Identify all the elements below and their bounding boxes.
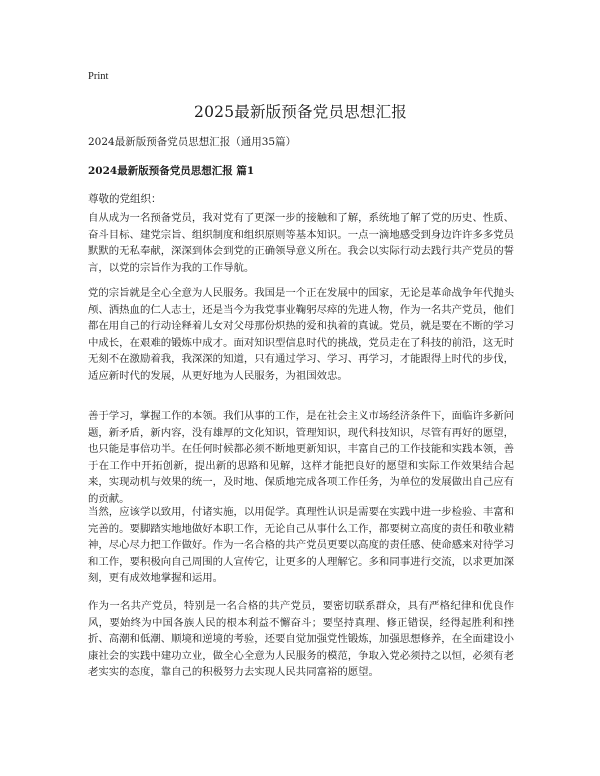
document-title: 2025最新版预备党员思想汇报 xyxy=(194,103,407,121)
body-paragraph: 党的宗旨就是全心全意为人民服务。我国是一个正在发展中的国家，无论是革命战争年代抛头颅、洒热血的仁人志士，还是当今为我党事业鞠躬尽瘁的先进人物，作为一名共产党员，他们都在用自己的行动诠释着儿女对父母那份炽热的爱和执着的真诚。党员，就是要在不断的学习中成长，在艰难的锻炼中成才。面对知识型信息时代的挑战，党员走在了科技的前沿，这无时无刻不在激励着我，我深深的知道，只有通过学习、学习、再学习，才能跟得上时代的步伐，适应新时代的发展，从更好地为人民服务，为祖国效忠。 xyxy=(88,287,515,382)
print-link[interactable]: Print xyxy=(88,71,109,82)
body-paragraph: 作为一名共产党员，特别是一名合格的共产党员，要密切联系群众，具有严格纪律和优良作风，要始终为中国各族人民的根本利益不懈奋斗；要坚持真理、修正错误，经得起胜利和挫折、高潮和低潮、顺境和逆境的考验，还要自觉加强党性锻炼，加强思想修养，在全面建设小康社会的实践中建功立业，做全心全意为人民服务的模范，争取入党必须持之以恒，必须有老老实实的态度，靠自己的积极努力去实现人民共同富裕的愿望。 xyxy=(88,600,515,679)
greeting-line: 尊敬的党组织： xyxy=(88,193,162,205)
section-heading: 2024最新版预备党员思想汇报 篇1 xyxy=(88,165,255,177)
body-paragraph: 当然，应该学以致用，付诸实施，以用促学。真理性认识是需要在实践中进一步检验、丰富和完善的。要脚踏实地地做好本职工作，无论自己从事什么工作，都要树立高度的责任和敬业精神，尽心尽力把工作做好。作为一名合格的共产党员更要以高度的责任感、使命感来对待学习和工作，要积极向自己周围的人宣传它，让更多的人理解它。多和同事进行交流，以求更加深刻，更有成效地掌握和运用。 xyxy=(88,506,515,585)
body-paragraph: 善于学习，掌握工作的本领。我们从事的工作，是在社会主义市场经济条件下，面临许多新问题，新矛盾，新内容，没有雄厚的文化知识，管理知识，现代科技知识，尽管有再好的愿望，也只能是事倍功半。在任何时候都必须不断地更新知识，丰富自己的工作技能和实践本领，善于在工作中开拓创新，提出新的思路和见解，这样才能把良好的愿望和实际工作效果结合起来，实现动机与效果的统一，及时地、保质地完成各项工作任务，为单位的发展做出自己应有的贡献。 xyxy=(88,410,515,505)
document-subtitle: 2024最新版预备党员思想汇报（通用35篇） xyxy=(88,136,297,148)
body-paragraph: 自从成为一名预备党员，我对党有了更深一步的接触和了解，系统地了解了党的历史、性质、奋斗目标、建党宗旨、组织制度和组织原则等基本知识。一点一滴地感受到身边许许多多党员默默的无私奉献，深深到体会到党的正确领导意义所在。我会以实际行动去践行共产党员的誓言，以党的宗旨作为我的工作导航。 xyxy=(88,212,515,274)
